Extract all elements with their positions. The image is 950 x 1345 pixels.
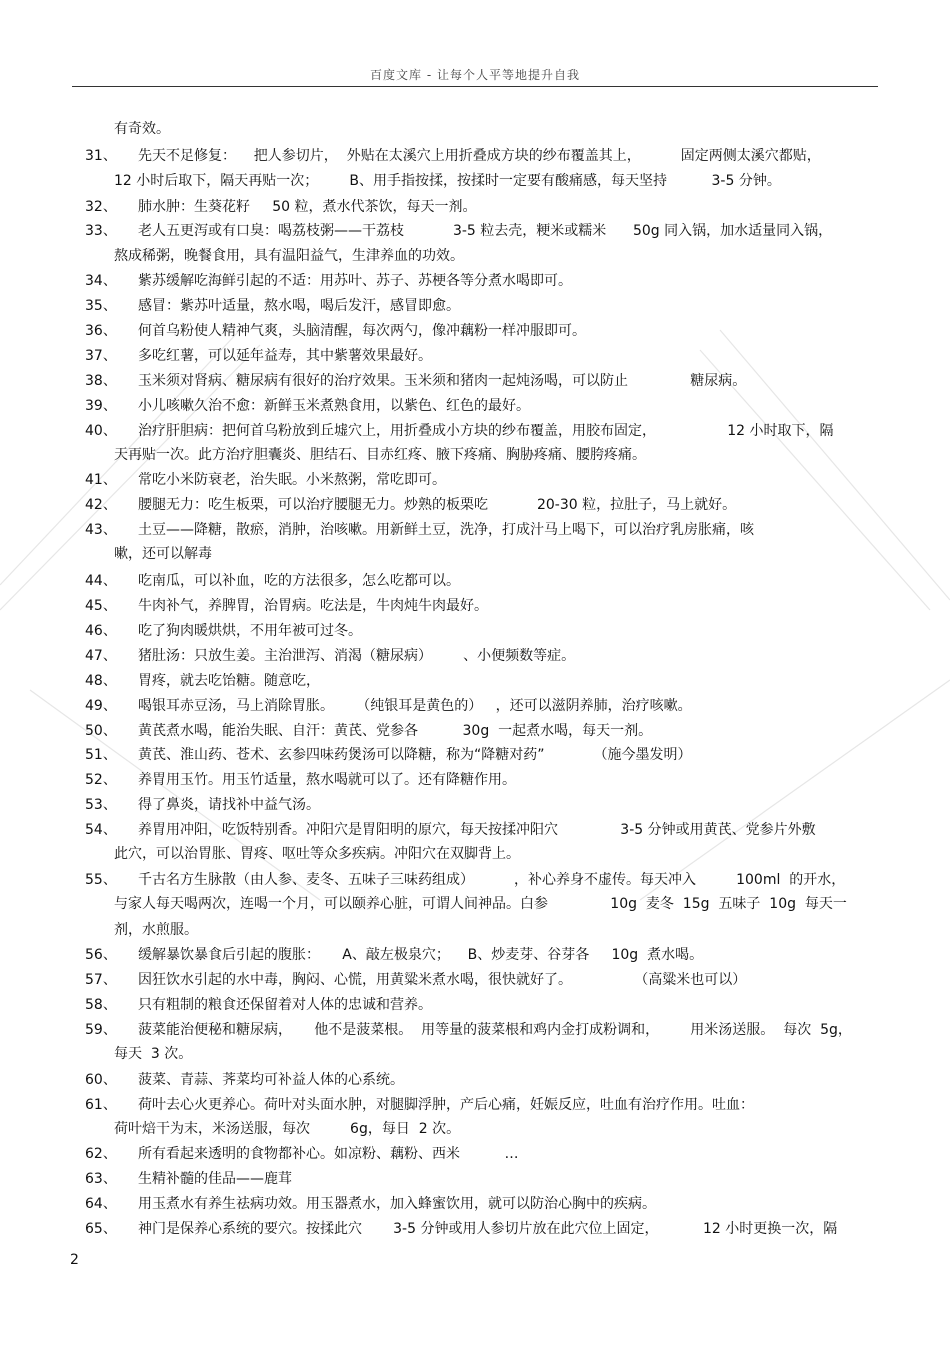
list-item-text: 因狂饮水引起的水中毒，胸闷、心慌，用黄粱米煮水喝，很快就好了。 （高粱米也可以） (138, 972, 747, 988)
list-item-number: 45、 (85, 598, 117, 614)
list-item-number: 36、 (85, 323, 117, 339)
list-item-text: 菠菜能治便秘和糖尿病， 他不是菠菜根。 用等量的菠菜根和鸡内金打成粉调和， 用米汤送服。 每次 5g， (138, 1022, 852, 1038)
list-item-text: 紫苏缓解吃海鲜引起的不适：用苏叶、苏子、苏梗各等分煮水喝即可。 (138, 273, 572, 289)
list-item-text: 黄芪、淮山药、苍术、玄参四味药煲汤可以降糖，称为“降糖对药” （施今墨发明） (138, 747, 692, 763)
list-item-text: 吃南瓜，可以补血，吃的方法很多，怎么吃都可以。 (138, 573, 460, 589)
list-item-text: 剂，水煎服。 (114, 922, 198, 938)
list-item-text: 此穴，可以治胃胀、胃疼、呕吐等众多疾病。冲阳穴在双脚背上。 (114, 846, 520, 862)
list-item-text: 养胃用玉竹。用玉竹适量，熬水喝就可以了。还有降糖作用。 (138, 772, 516, 788)
list-item-text: 每天 3 次。 (114, 1046, 193, 1062)
list-item-text: 牛肉补气，养脾胃，治胃病。吃法是，牛肉炖牛肉最好。 (138, 598, 488, 614)
list-item-number: 50、 (85, 723, 117, 739)
list-item-number: 48、 (85, 673, 117, 689)
list-item-number: 55、 (85, 872, 117, 888)
list-item-text: 荷叶去心火更养心。荷叶对头面水肿，对腿脚浮肿，产后心痛，妊娠反应，吐血有治疗作用。吐血： (138, 1097, 754, 1113)
list-item-number: 37、 (85, 348, 117, 364)
list-item-text: 先天不足修复： 把人参切片， 外贴在太溪穴上用折叠成方块的纱布覆盖其上， 固定两侧太溪穴都贴， (138, 148, 821, 164)
list-item-number: 44、 (85, 573, 117, 589)
list-item-text: 所有看起来透明的食物都补心。如凉粉、藕粉、西米 … (138, 1146, 519, 1162)
list-item-text: 养胃用冲阳，吃饭特别香。冲阳穴是胃阳明的原穴，每天按揉冲阳穴 3-5 分钟或用黄芪、党参片外敷 (138, 822, 816, 838)
list-item-text: 何首乌粉使人精神气爽，头脑清醒，每次两勺，像冲藕粉一样冲服即可。 (138, 323, 586, 339)
list-item-text: 用玉煮水有养生祛病功效。用玉器煮水，加入蜂蜜饮用，就可以防治心胸中的疾病。 (138, 1196, 656, 1212)
page-header: 百度文库 - 让每个人平等地提升自我 (370, 68, 580, 82)
list-item-text: 玉米须对肾病、糖尿病有很好的治疗效果。玉米须和猪肉一起炖汤喝，可以防止 糖尿病。 (138, 373, 747, 389)
list-item-number: 31、 (85, 148, 117, 164)
list-item-text: 只有粗制的粮食还保留着对人体的忠诚和营养。 (138, 997, 432, 1013)
list-item-number: 53、 (85, 797, 117, 813)
list-item-text: 天再贴一次。此方治疗胆囊炎、胆结石、目赤红疼、腋下疼痛、胸胁疼痛、腰胯疼痛。 (114, 447, 646, 463)
list-item-number: 40、 (85, 423, 117, 439)
list-item-text: 与家人每天喝两次，连喝一个月，可以颐养心脏，可谓人间神品。白参 10g 麦冬 15g 五味子 10g 每天一 (114, 896, 847, 912)
list-item-text: 缓解暴饮暴食后引起的腹胀： A、敲左极泉穴； B、炒麦芽、谷芽各 10g 煮水喝。 (138, 947, 704, 963)
list-item-text: 黄芪煮水喝，能治失眠、自汗：黄芪、党参各 30g 一起煮水喝，每天一剂。 (138, 723, 653, 739)
list-item-text: 喝银耳赤豆汤，马上消除胃胀。 （纯银耳是黄色的） ，还可以滋阴养肺，治疗咳嗽。 (138, 698, 692, 714)
list-item-number: 58、 (85, 997, 117, 1013)
list-item-text: 小儿咳嗽久治不愈：新鲜玉米煮熟食用，以紫色、红色的最好。 (138, 398, 530, 414)
list-item-number: 64、 (85, 1196, 117, 1212)
list-item-number: 63、 (85, 1171, 117, 1187)
list-item-number: 34、 (85, 273, 117, 289)
list-item-text: 胃疼，就去吃饴糖。随意吃， (138, 673, 320, 689)
list-item-text: 吃了狗肉暖烘烘，不用年被可过冬。 (138, 623, 362, 639)
list-item-number: 38、 (85, 373, 117, 389)
list-item-text: 千古名方生脉散（由人参、麦冬、五味子三味药组成） ，补心养身不虚传。每天冲入 100ml 的开水， (138, 872, 846, 888)
list-item-text: 有奇效。 (114, 121, 170, 137)
list-item-text: 菠菜、青蒜、荠菜均可补益人体的心系统。 (138, 1072, 404, 1088)
list-item-number: 33、 (85, 223, 117, 239)
list-item-number: 43、 (85, 522, 117, 538)
list-item-text: 老人五更泻或有口臭：喝荔枝粥——干荔枝 3-5 粒去壳，粳米或糯米 50g 同入锅，加水适量同入锅， (138, 223, 833, 239)
list-item-number: 65、 (85, 1221, 117, 1237)
list-item-number: 57、 (85, 972, 117, 988)
list-item-text: 土豆——降糖，散瘀，消肿，治咳嗽。用新鲜土豆，洗净，打成汁马上喝下，可以治疗乳房胀痛，咳 (138, 522, 754, 538)
list-item-number: 41、 (85, 472, 117, 488)
list-item-number: 35、 (85, 298, 117, 314)
list-item-number: 46、 (85, 623, 117, 639)
list-item-text: 荷叶焙干为末，米汤送服，每次 6g，每日 2 次。 (114, 1121, 461, 1137)
page-number: 2 (70, 1252, 79, 1268)
list-item-text: 猪肚汤：只放生姜。主治泄泻、消渴（糖尿病） 、小便频数等症。 (138, 648, 576, 664)
list-item-text: 常吃小米防衰老，治失眠。小米熬粥，常吃即可。 (138, 472, 446, 488)
list-item-number: 62、 (85, 1146, 117, 1162)
list-item-text: 12 小时后取下，隔天再贴一次； B、用手指按揉，按揉时一定要有酸痛感，每天坚持 3-5 分钟。 (114, 173, 781, 189)
list-item-text: 生精补髓的佳品——鹿茸 (138, 1171, 292, 1187)
list-item-text: 感冒：紫苏叶适量，熬水喝，喝后发汗，感冒即愈。 (138, 298, 460, 314)
list-item-text: 肺水肿：生葵花籽 50 粒，煮水代茶饮，每天一剂。 (138, 199, 477, 215)
list-item-number: 51、 (85, 747, 117, 763)
list-item-text: 神门是保养心系统的要穴。按揉此穴 3-5 分钟或用人参切片放在此穴位上固定， 12 小时更换一次，隔 (138, 1221, 838, 1237)
list-item-number: 52、 (85, 772, 117, 788)
list-item-text: 熬成稀粥，晚餐食用，具有温阳益气，生津养血的功效。 (114, 248, 464, 264)
list-item-number: 56、 (85, 947, 117, 963)
header-divider (72, 86, 878, 87)
list-item-number: 39、 (85, 398, 117, 414)
list-item-number: 32、 (85, 199, 117, 215)
list-item-number: 59、 (85, 1022, 117, 1038)
list-item-text: 嗽，还可以解毒 (114, 546, 212, 562)
list-item-text: 腰腿无力：吃生板栗，可以治疗腰腿无力。炒熟的板栗吃 20-30 粒，拉肚子，马上就好。 (138, 497, 737, 513)
list-item-number: 49、 (85, 698, 117, 714)
list-item-text: 治疗肝胆病：把何首乌粉放到丘墟穴上，用折叠成小方块的纱布覆盖，用胶布固定， 12 小时取下，隔 (138, 423, 834, 439)
list-item-number: 60、 (85, 1072, 117, 1088)
list-item-text: 多吃红薯，可以延年益寿，其中紫薯效果最好。 (138, 348, 432, 364)
list-item-number: 61、 (85, 1097, 117, 1113)
list-item-number: 42、 (85, 497, 117, 513)
list-item-number: 54、 (85, 822, 117, 838)
list-item-number: 47、 (85, 648, 117, 664)
list-item-text: 得了鼻炎，请找补中益气汤。 (138, 797, 320, 813)
